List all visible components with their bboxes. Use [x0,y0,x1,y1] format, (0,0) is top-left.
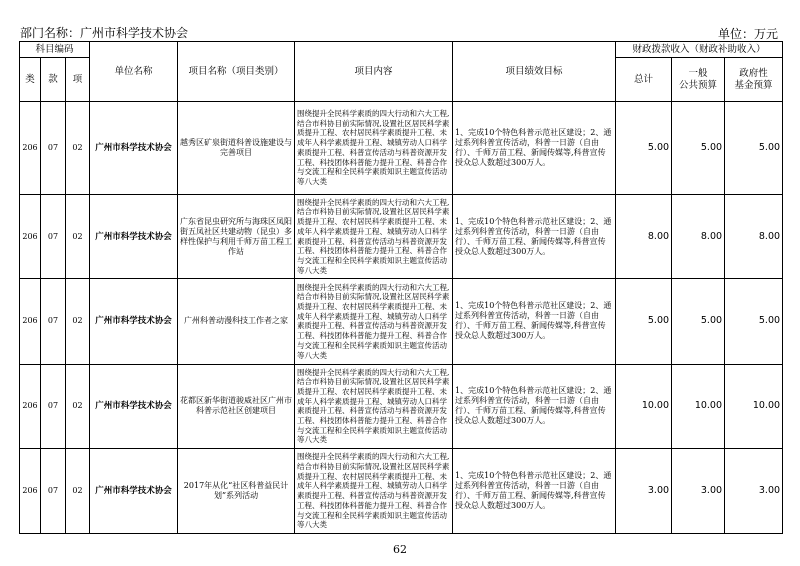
lei-cell: 206 [20,102,41,195]
lei-cell: 206 [20,194,41,279]
total-cell: 5.00 [616,102,672,195]
xiang-header: 项 [66,58,90,102]
project-name-header: 项目名称（项目类别） [178,42,295,102]
general-budget-header: 一般 公共预算 [672,58,725,102]
fiscal-group-header: 财政拨款收入（财政补助收入） [616,42,783,58]
xiang-cell: 02 [66,364,90,449]
goal-cell: 1、完成10个特色科普示范社区建设；2、通过系列科普宣传活动，科普一日游（自由行）、千师万苗工程、新闻传媒等,科普宣传授众总人数超过300万人。 [453,449,616,534]
xiang-cell: 02 [66,102,90,195]
unit-cell: 广州市科学技术协会 [90,102,178,195]
kuan-cell: 07 [41,449,66,534]
unit-label: 单位：万元 [717,27,778,41]
content-cell: 围绕提升全民科学素质的四大行动和六大工程,结合市科协目前实际情况,设置社区居民科学素质提升工程、农村居民科学素质提升工程、未成年人科学素质提升工程、城镇劳动人口科学素质提升工程、科普宣传活动与科普资源开发工程、科技团体科普能力提升工程、科普合作与交流工程和全民科学素质知识主题宣传活动等八大类 [295,279,453,364]
goal-cell: 1、完成10个特色科普示范社区建设；2、通过系列科普宣传活动，科普一日游（自由行）、千师万苗工程、新闻传媒等,科普宣传授众总人数超过300万人。 [453,279,616,364]
kuan-cell: 07 [41,364,66,449]
unit-cell: 广州市科学技术协会 [90,449,178,534]
lei-cell: 206 [20,279,41,364]
goal-cell: 1、完成10个特色科普示范社区建设；2、通过系列科普宣传活动，科普一日游（自由行）、千师万苗工程、新闻传媒等,科普宣传授众总人数超过300万人。 [453,102,616,195]
project-cell: 越秀区矿泉街道科普设施建设与完善项目 [178,102,295,195]
table-row [20,102,783,195]
lei-cell: 206 [20,364,41,449]
total-cell: 8.00 [616,194,672,279]
xiang-cell: 02 [66,194,90,279]
kuan-cell: 07 [41,279,66,364]
project-cell: 花都区新华街道骏威社区广州市科普示范社区创建项目 [178,364,295,449]
subject-code-header: 科目编码 [20,42,90,58]
performance-goal-header: 项目绩效目标 [453,42,616,102]
kuan-header: 款 [41,58,66,102]
unit-cell: 广州市科学技术协会 [90,194,178,279]
xiang-cell: 02 [66,449,90,534]
general-budget-cell: 5.00 [672,279,725,364]
content-cell: 围绕提升全民科学素质的四大行动和六大工程,结合市科协目前实际情况,设置社区居民科学素质提升工程、农村居民科学素质提升工程、未成年人科学素质提升工程、城镇劳动人口科学素质提升工程、科普宣传活动与科普资源开发工程、科技团体科普能力提升工程、科普合作与交流工程和全民科学素质知识主题宣传活动等八大类 [295,102,453,195]
general-budget-cell: 5.00 [672,102,725,195]
page-number: 62 [393,543,407,556]
department-name: 部门名称：广州市科学技术协会 [20,26,189,40]
gov-fund-cell: 3.00 [725,449,783,534]
gov-fund-cell: 5.00 [725,102,783,195]
gov-fund-cell: 10.00 [725,364,783,449]
content-cell: 围绕提升全民科学素质的四大行动和六大工程,结合市科协目前实际情况,设置社区居民科学素质提升工程、农村居民科学素质提升工程、未成年人科学素质提升工程、城镇劳动人口科学素质提升工程、科普宣传活动与科普资源开发工程、科技团体科普能力提升工程、科普合作与交流工程和全民科学素质知识主题宣传活动等八大类 [295,194,453,279]
unit-cell: 广州市科学技术协会 [90,279,178,364]
total-cell: 10.00 [616,364,672,449]
project-content-header: 项目内容 [295,42,453,102]
xiang-cell: 02 [66,279,90,364]
goal-cell: 1、完成10个特色科普示范社区建设；2、通过系列科普宣传活动，科普一日游（自由行）、千师万苗工程、新闻传媒等,科普宣传授众总人数超过300万人。 [453,194,616,279]
total-header: 总计 [616,58,672,102]
table-row [20,194,783,279]
kuan-cell: 07 [41,102,66,195]
project-cell: 2017年从化“社区科普益民计划”系列活动 [178,449,295,534]
table-row [20,279,783,364]
general-budget-cell: 10.00 [672,364,725,449]
content-cell: 围绕提升全民科学素质的四大行动和六大工程,结合市科协目前实际情况,设置社区居民科学素质提升工程、农村居民科学素质提升工程、未成年人科学素质提升工程、城镇劳动人口科学素质提升工程、科普宣传活动与科普资源开发工程、科技团体科普能力提升工程、科普合作与交流工程和全民科学素质知识主题宣传活动等八大类 [295,449,453,534]
lei-cell: 206 [20,449,41,534]
project-cell: 广州科普动漫科技工作者之家 [178,279,295,364]
total-cell: 5.00 [616,279,672,364]
goal-cell: 1、完成10个特色科普示范社区建设；2、通过系列科普宣传活动，科普一日游（自由行）、千师万苗工程、新闻传媒等,科普宣传授众总人数超过300万人。 [453,364,616,449]
general-budget-cell: 3.00 [672,449,725,534]
table-row [20,449,783,534]
kuan-cell: 07 [41,194,66,279]
general-budget-cell: 8.00 [672,194,725,279]
unit-cell: 广州市科学技术协会 [90,364,178,449]
gov-fund-cell: 5.00 [725,279,783,364]
unit-name-header: 单位名称 [90,42,178,102]
lei-header: 类 [20,58,41,102]
gov-fund-budget-header: 政府性 基金预算 [725,58,783,102]
budget-table [19,41,783,534]
project-cell: 广东省昆虫研究所与海珠区凤阳街五凤社区共建动物（昆虫）多样性保护与利用千师万苗工程工作站 [178,194,295,279]
total-cell: 3.00 [616,449,672,534]
content-cell: 围绕提升全民科学素质的四大行动和六大工程,结合市科协目前实际情况,设置社区居民科学素质提升工程、农村居民科学素质提升工程、未成年人科学素质提升工程、城镇劳动人口科学素质提升工程、科普宣传活动与科普资源开发工程、科技团体科普能力提升工程、科普合作与交流工程和全民科学素质知识主题宣传活动等八大类 [295,364,453,449]
table-row [20,364,783,449]
gov-fund-cell: 8.00 [725,194,783,279]
